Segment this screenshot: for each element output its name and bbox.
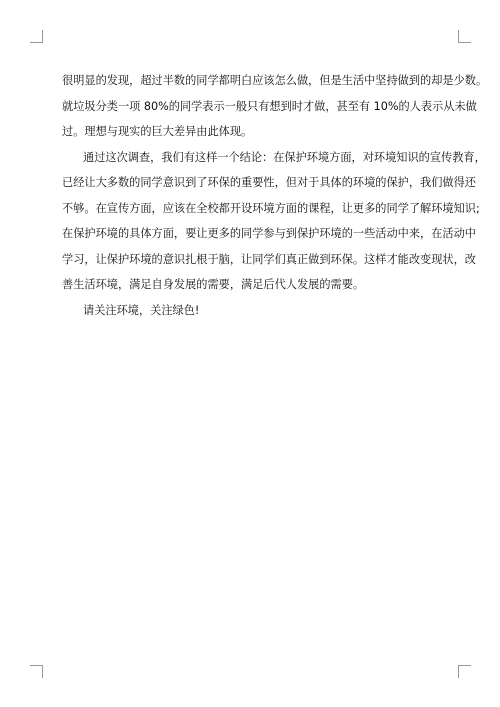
document-body — [62, 68, 488, 323]
text-line: 已经让大多数的同学意识到了环保的重要性，但对于具体的环境的保护，我们做得还 — [62, 176, 476, 189]
text-line: 很明显的发现，超过半数的同学都明白应该怎么做，但是生活中坚持做到的却是少数。 — [62, 74, 488, 87]
text-line-indented: 通过这次调查，我们有这样一个结论：在保护环境方面，对环境知识的宣传教育， — [83, 150, 486, 164]
text-line: 过。理想与现实的巨大差异由此体现。 — [62, 125, 253, 138]
text-line: 在保护环境的具体方面，要让更多的同学参与到保护环境的一些活动中来，在活动中 — [62, 227, 476, 240]
text-line: 善生活环境，满足自身发展的需要，满足后代人发展的需要。 — [62, 278, 365, 291]
text-line: 就垃圾分类一项 80%的同学表示一般只有想到时才做，甚至有 10%的人表示从未做 — [62, 99, 477, 113]
crop-mark-top-left — [30, 30, 43, 43]
crop-mark-bottom-right — [458, 665, 471, 678]
text-line: 学习，让保护环境的意识扎根于脑，让同学们真正做到环保。这样才能改变现状，改 — [62, 252, 476, 266]
text-line: 不够。在宣传方面，应该在全校都开设环境方面的课程，让更多的同学了解环境知识; — [62, 201, 480, 215]
crop-mark-top-right — [458, 30, 471, 43]
crop-mark-bottom-left — [30, 665, 43, 678]
text-line-indented: 请关注环境，关注绿色! — [83, 303, 200, 317]
